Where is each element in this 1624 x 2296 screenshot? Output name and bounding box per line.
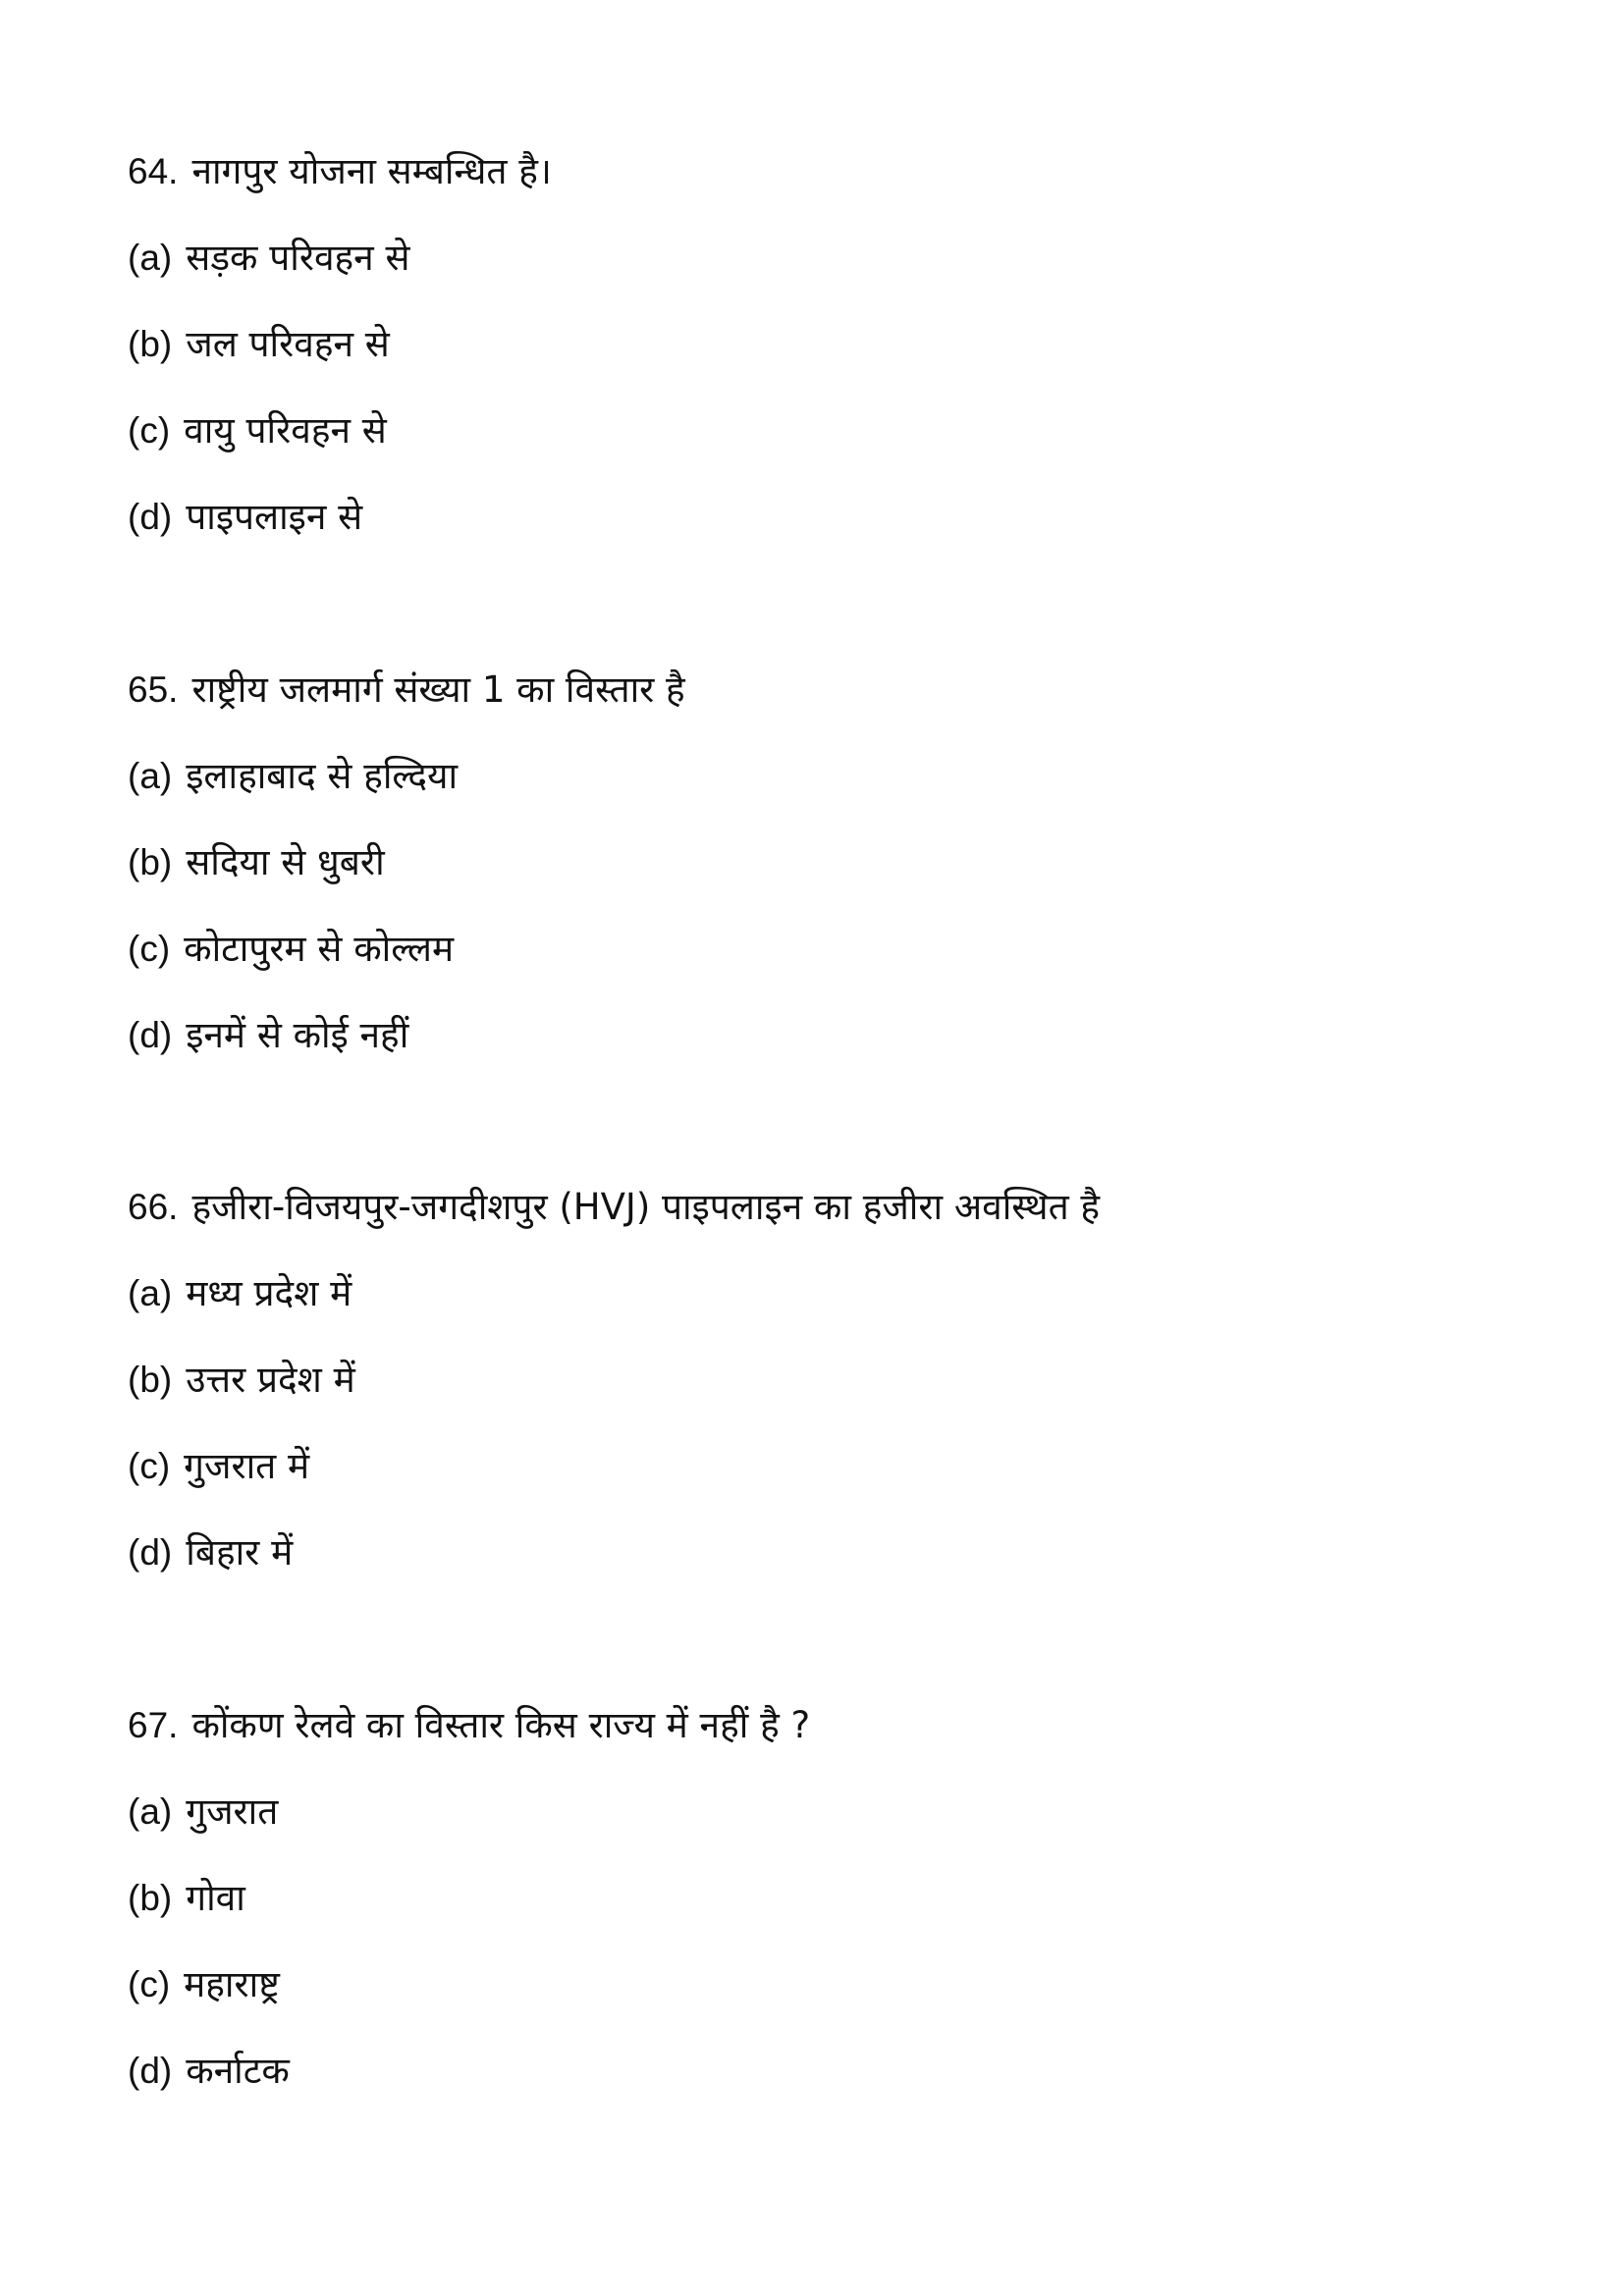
answer-option-text: गुजरात में bbox=[184, 1445, 310, 1487]
answer-option-label: (d) bbox=[128, 497, 173, 537]
question-64 bbox=[128, 129, 552, 561]
question-stem bbox=[128, 1164, 1100, 1251]
answer-option bbox=[128, 474, 552, 561]
question-stem-text: नागपुर योजना सम्बन्धित है। bbox=[191, 150, 552, 192]
answer-option-text: गोवा bbox=[186, 1877, 245, 1919]
answer-option-label: (c) bbox=[128, 410, 171, 451]
answer-option-label: (b) bbox=[128, 842, 173, 882]
question-stem-label: 66. bbox=[128, 1187, 179, 1227]
answer-option bbox=[128, 1855, 810, 1942]
answer-option-text: कर्नाटक bbox=[186, 2050, 290, 2092]
question-stem bbox=[128, 1682, 810, 1769]
answer-option-label: (a) bbox=[128, 1273, 173, 1313]
answer-option-label: (c) bbox=[128, 929, 171, 969]
question-67 bbox=[128, 1682, 810, 2114]
answer-option-label: (a) bbox=[128, 1791, 173, 1832]
answer-option-text: सड़क परिवहन से bbox=[186, 237, 410, 279]
answer-option bbox=[128, 1769, 810, 1855]
answer-option-label: (a) bbox=[128, 756, 173, 796]
answer-option bbox=[128, 2028, 810, 2114]
answer-option-label: (c) bbox=[128, 1964, 171, 2004]
answer-option bbox=[128, 1337, 1100, 1423]
question-stem bbox=[128, 647, 685, 733]
answer-option bbox=[128, 906, 685, 992]
answer-option-label: (a) bbox=[128, 238, 173, 278]
answer-option-text: इलाहाबाद से हल्दिया bbox=[186, 755, 459, 797]
answer-option bbox=[128, 215, 552, 301]
question-65 bbox=[128, 647, 685, 1079]
answer-option-text: मध्य प्रदेश में bbox=[186, 1272, 352, 1314]
answer-option bbox=[128, 301, 552, 388]
answer-option bbox=[128, 1251, 1100, 1337]
answer-option-text: बिहार में bbox=[186, 1531, 294, 1574]
answer-option-text: महाराष्ट्र bbox=[184, 1963, 280, 2005]
question-stem-text: हजीरा-विजयपुर-जगदीशपुर (HVJ) पाइपलाइन का हजीरा अवस्थित है bbox=[191, 1186, 1101, 1228]
answer-option bbox=[128, 388, 552, 474]
question-66 bbox=[128, 1164, 1100, 1596]
answer-option-label: (b) bbox=[128, 1878, 173, 1918]
answer-option-text: कोटापुरम से कोल्लम bbox=[184, 928, 455, 970]
question-stem-label: 67. bbox=[128, 1705, 179, 1745]
answer-option bbox=[128, 733, 685, 820]
answer-option-label: (d) bbox=[128, 1532, 173, 1573]
answer-option-text: उत्तर प्रदेश में bbox=[186, 1359, 355, 1401]
question-stem bbox=[128, 129, 552, 215]
answer-option-label: (b) bbox=[128, 1360, 173, 1400]
answer-option-label: (d) bbox=[128, 1015, 173, 1055]
question-stem-label: 64. bbox=[128, 151, 179, 191]
question-stem-label: 65. bbox=[128, 669, 179, 710]
answer-option bbox=[128, 820, 685, 906]
answer-option-label: (d) bbox=[128, 2051, 173, 2091]
answer-option bbox=[128, 1942, 810, 2028]
answer-option-label: (b) bbox=[128, 324, 173, 364]
answer-option-text: सदिया से धुबरी bbox=[186, 841, 385, 883]
answer-option-text: गुजरात bbox=[186, 1790, 279, 1833]
answer-option bbox=[128, 1510, 1100, 1596]
question-stem-text: राष्ट्रीय जलमार्ग संख्या 1 का विस्तार है bbox=[191, 668, 685, 711]
answer-option-text: इनमें से कोई नहीं bbox=[186, 1014, 409, 1056]
answer-option-text: जल परिवहन से bbox=[186, 323, 390, 365]
answer-option-text: वायु परिवहन से bbox=[184, 409, 387, 452]
question-stem-text: कोंकण रेलवे का विस्तार किस राज्य में नहीं है ? bbox=[191, 1704, 811, 1746]
answer-option-text: पाइपलाइन से bbox=[186, 496, 363, 538]
answer-option bbox=[128, 992, 685, 1079]
answer-option bbox=[128, 1423, 1100, 1510]
answer-option-label: (c) bbox=[128, 1446, 171, 1486]
